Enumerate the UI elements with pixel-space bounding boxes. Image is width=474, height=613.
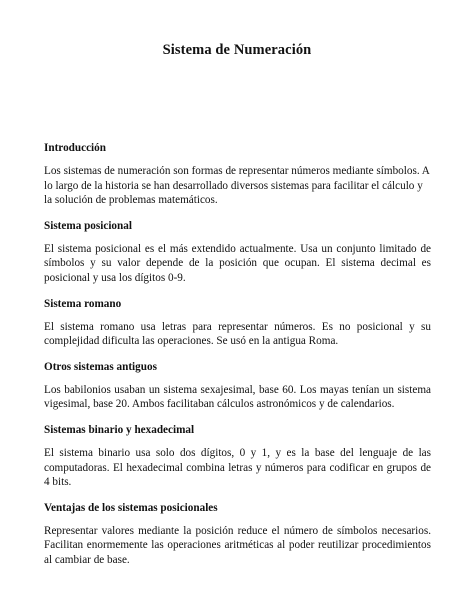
- section-heading: Introducción: [44, 142, 106, 154]
- section-sistema-posicional: [44, 219, 431, 286]
- section-paragraph: El sistema binario usa solo dos dígitos, 0 y 1, y es la base del lenguaje de las computadoras. El hexadecimal combina letras y números para codificar en grupos de 4 bits.: [44, 446, 431, 489]
- section-heading: Sistema posicional: [44, 219, 132, 232]
- section-heading: Sistemas binario y hexadecimal: [44, 423, 195, 436]
- section-heading: Otros sistemas antiguos: [44, 360, 157, 373]
- section-binario-hexadecimal: [44, 423, 431, 490]
- section-paragraph: Representar valores mediante la posición reduce el número de símbolos necesarios. Facilitan enormemente las operaciones aritméticas al poder reutilizar procedimientos al cambiar de base.: [44, 524, 431, 566]
- section-otros-sistemas-antiguos: [44, 360, 431, 412]
- section-heading: Ventajas de los sistemas posicionales: [44, 501, 218, 514]
- page-title: Sistema de Numeración: [162, 42, 312, 58]
- section-heading: Sistema romano: [44, 297, 122, 310]
- section-paragraph: El sistema posicional es el más extendido actualmente. Usa un conjunto limitado de símbolos y su valor depende de la posición que ocupan. El sistema decimal es posicional y usa los dígitos 0-9.: [44, 242, 431, 284]
- section-paragraph: El sistema romano usa letras para representar números. Es no posicional y su complejidad dificulta las operaciones. Se usó en la antigua Roma.: [44, 320, 431, 348]
- section-sistema-romano: [44, 297, 431, 349]
- document-body: [44, 141, 431, 579]
- section-paragraph: Los babilonios usaban un sistema sexajesimal, base 60. Los mayas tenían un sistema vigesimal, base 20. Ambos facilitaban cálculos astronómicos y de calendarios.: [44, 383, 431, 411]
- section-paragraph: Los sistemas de numeración son formas de representar números mediante símbolos. A lo largo de la historia se han desarrollado diversos sistemas para facilitar el cálculo y la solución de problemas matemáticos.: [44, 165, 430, 207]
- section-introduccion: [44, 141, 431, 208]
- section-ventajas: [44, 501, 431, 568]
